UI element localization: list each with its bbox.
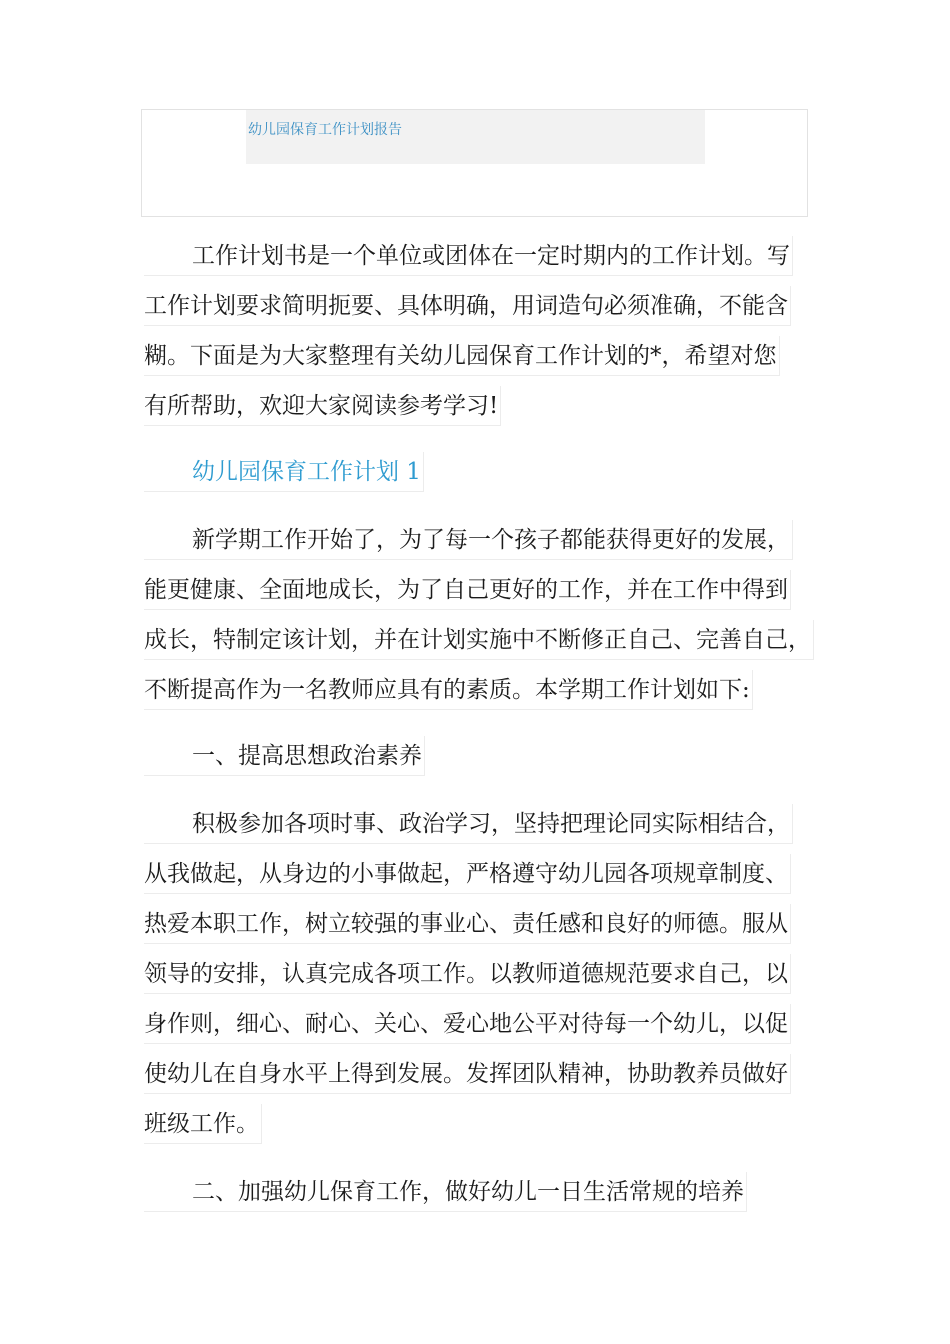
item1-body-line-2: 从我做起，从身边的小事做起，严格遵守幼儿园各项规章制度、 [144,854,791,894]
para1-line-4: 不断提高作为一名教师应具有的素质。本学期工作计划如下: [144,670,753,710]
intro-line-2: 工作计划要求简明扼要、具体明确，用词造句必须准确，不能含 [144,286,791,326]
item1-body-line-7: 班级工作。 [144,1104,262,1144]
item1-body-line-5: 身作则，细心、耐心、关心、爱心地公平对待每一个幼儿，以促 [144,1004,791,1044]
item1-heading: 一、提高思想政治素养 [144,736,425,776]
item1-body-line-3: 热爱本职工作，树立较强的事业心、责任感和良好的师德。服从 [144,904,791,944]
intro-line-4: 有所帮助，欢迎大家阅读参考学习! [144,386,501,426]
item1-body-line-6: 使幼儿在自身水平上得到发展。发挥团队精神，协助教养员做好 [144,1054,791,1094]
item2-heading: 二、加强幼儿保育工作，做好幼儿一日生活常规的培养 [144,1172,747,1212]
intro-line-1: 工作计划书是一个单位或团体在一定时期内的工作计划。写 [144,236,793,276]
intro-line-3: 糊。下面是为大家整理有关幼儿园保育工作计划的*，希望对您 [144,336,780,376]
header-box [141,109,808,217]
para1-line-1: 新学期工作开始了，为了每一个孩子都能获得更好的发展， [144,520,793,560]
para1-line-3: 成长，特制定该计划，并在计划实施中不断修正自己、完善自己， [144,620,814,660]
section-heading: 幼儿园保育工作计划 1 [144,452,424,492]
item1-body-line-1: 积极参加各项时事、政治学习，坚持把理论同实际相结合， [144,804,793,844]
item1-body-line-4: 领导的安排，认真完成各项工作。以教师道德规范要求自己，以 [144,954,791,994]
document-header-title: 幼儿园保育工作计划报告 [248,122,402,138]
para1-line-2: 能更健康、全面地成长，为了自己更好的工作，并在工作中得到 [144,570,791,610]
